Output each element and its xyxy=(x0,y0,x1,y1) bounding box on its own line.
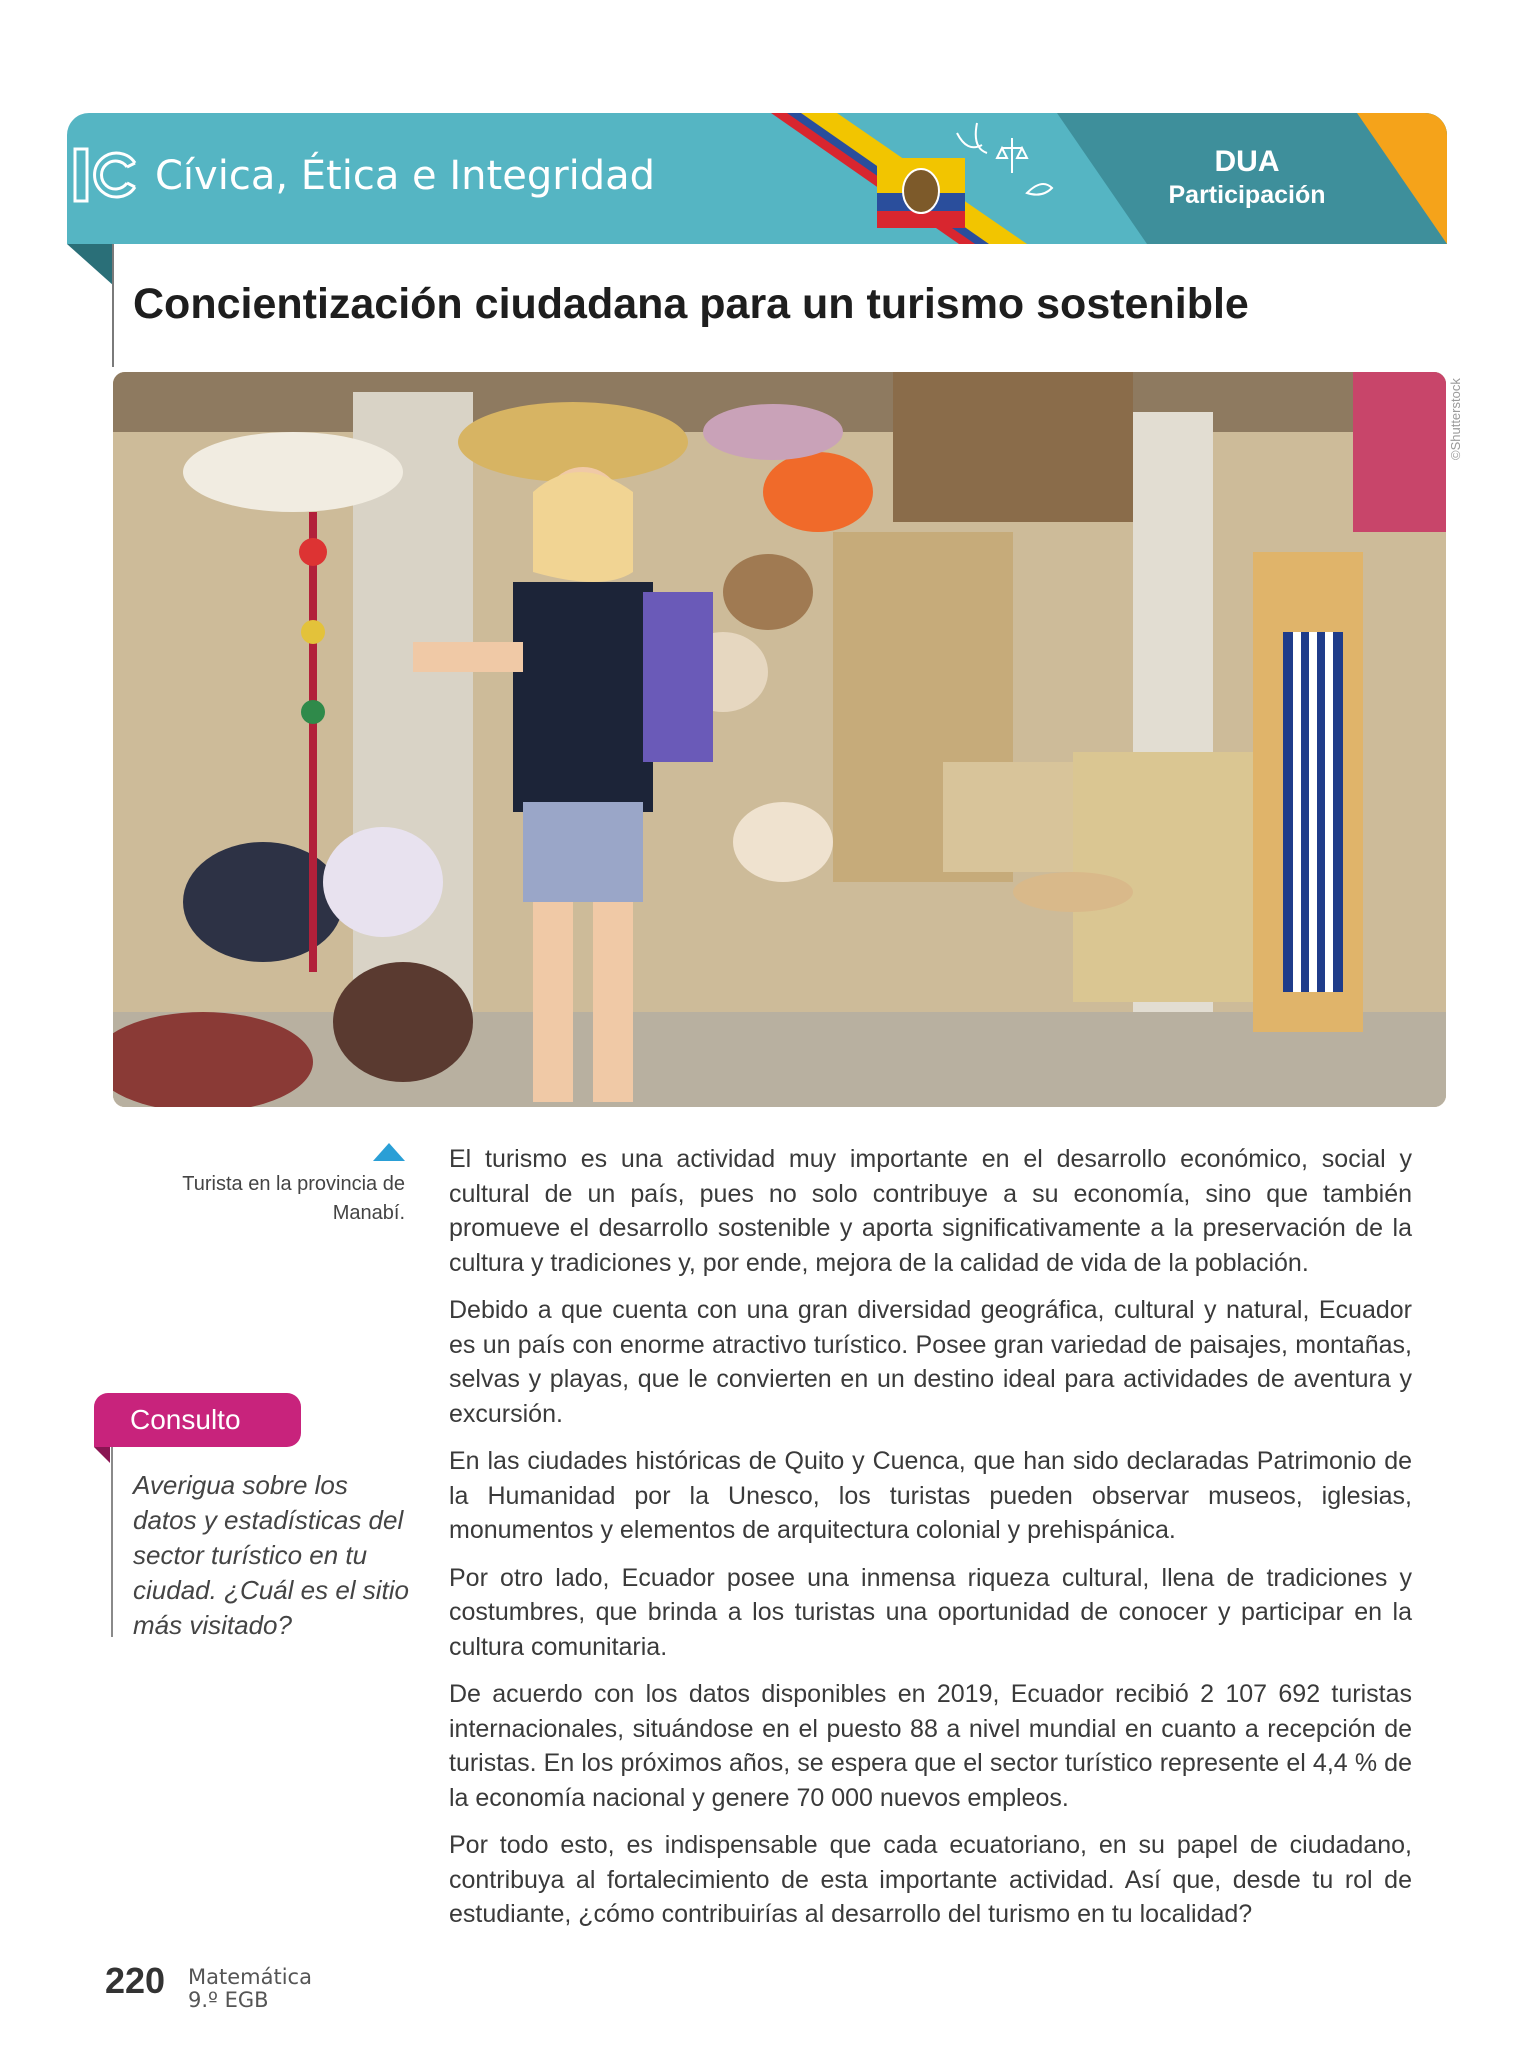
title-rule xyxy=(112,244,114,367)
body-text xyxy=(449,1142,1412,1945)
dua-label: DUA xyxy=(1214,145,1280,178)
consulto-rule xyxy=(111,1447,113,1637)
consulto-text: Averigua sobre los datos y estadísticas del sector turístico en tu ciudad. ¿Cuál es el sitio más visitado? xyxy=(133,1470,410,1640)
caption-arrow-icon xyxy=(373,1143,405,1161)
page-number: 220 xyxy=(105,1960,166,2001)
image-caption: Turista en la provincia de Manabí. xyxy=(182,1173,405,1224)
banner-fold xyxy=(67,244,114,286)
body-paragraph: De acuerdo con los datos disponibles en 2019, Ecuador recibió 2 107 692 turistas internacionales, situándose en el puesto 88 a nivel mundial en cuanto a recepción de turistas. En los próximos años, se espera que el sector turístico represente el 4,4 % de la economía nacional y genere 70 000 nuevos empleos. xyxy=(449,1680,1412,1812)
dua-sub: Participación xyxy=(1168,181,1326,209)
body-paragraph: En las ciudades históricas de Quito y Cuenca, que han sido declaradas Patrimonio de la Humanidad por la Unesco, los turistas pueden observar museos, iglesias, monumentos y elementos de arquitectura colonial y prehispánica. xyxy=(449,1447,1412,1544)
body-paragraph: El turismo es una actividad muy importante en el desarrollo económico, social y cultural de un país, pues no solo contribuye a su economía, sino que también promueve el desarrollo sostenible y aporta significativamente a la preservación de la cultura y tradiciones y, por ende, mejora de la calidad de vida de la población. xyxy=(449,1145,1412,1277)
ic-logo-icon xyxy=(71,145,141,205)
section-banner xyxy=(67,113,1447,244)
dua-badge xyxy=(1147,145,1347,210)
body-paragraph: Por todo esto, es indispensable que cada ecuatoriano, en su papel de ciudadano, contribuya al fortalecimiento de esta importante actividad. Así que, desde tu rol de estudiante, ¿cómo contribuirías al desarrollo del turismo en tu localidad? xyxy=(449,1831,1412,1928)
page-title: Concientización ciudadana para un turismo sostenible xyxy=(133,280,1249,328)
section-title: Cívica, Ética e Integridad xyxy=(155,153,656,199)
grade-name: 9.º EGB xyxy=(188,1988,269,2012)
consulto-fold xyxy=(94,1447,110,1463)
tourist-market-photo xyxy=(113,372,1446,1107)
body-paragraph: Por otro lado, Ecuador posee una inmensa riqueza cultural, llena de tradiciones y costumbres, que brinda a los turistas una oportunidad de conocer y participar en la cultura comunitaria. xyxy=(449,1563,1412,1661)
subject-label xyxy=(188,1966,312,2012)
subject-name: Matemática xyxy=(188,1965,312,1989)
photo-illustration xyxy=(113,372,1446,1107)
consulto-label: Consulto xyxy=(94,1393,301,1447)
body-paragraph: Debido a que cuenta con una gran diversidad geográfica, cultural y natural, Ecuador es un país con enorme atractivo turístico. Posee gran variedad de paisajes, montañas, selvas y playas, que le convierten en un destino ideal para actividades de aventura y excursión. xyxy=(449,1296,1412,1428)
photo-credit: ©Shutterstock xyxy=(1448,378,1463,460)
